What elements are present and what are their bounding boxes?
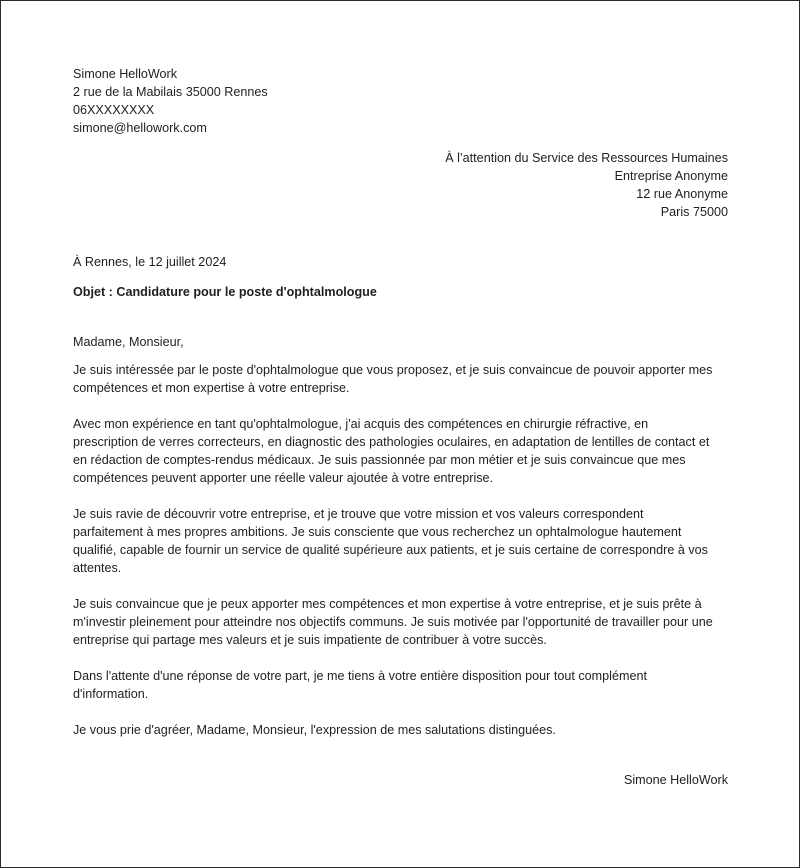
signature: Simone HelloWork	[623, 773, 728, 787]
paragraph-line: d'information.	[73, 687, 149, 701]
sender-email: simone@hellowork.com	[73, 121, 207, 135]
letter-body	[73, 65, 728, 789]
paragraph-line: parfaitement à mes propres ambitions. Je suis consciente que vous recherchez un ophtalmologue hautement	[73, 525, 682, 539]
paragraph-line: prescription de verres correcteurs, en diagnostic des pathologies oculaires, en adaptation de lentilles de contact et	[73, 435, 710, 449]
paragraph	[73, 415, 728, 487]
salutation: Madame, Monsieur,	[73, 335, 184, 349]
sender-phone: 06XXXXXXXX	[73, 103, 155, 117]
paragraph-line: m'investir pleinement pour atteindre nos objectifs communs. Je suis motivée par l'opportunité de travailler pour une	[73, 615, 713, 629]
recipient-block	[73, 149, 728, 221]
paragraph-line: compétences et mon expertise à votre entreprise.	[73, 381, 350, 395]
recipient-attention: À l’attention du Service des Ressources Humaines	[445, 151, 728, 165]
sender-name: Simone HelloWork	[73, 67, 178, 81]
closing-formula: Je vous prie d'agréer, Madame, Monsieur, l'expression de mes salutations distinguées.	[73, 723, 556, 737]
paragraph-line: entreprise qui partage mes valeurs et je suis impatiente de contribuer à votre succès.	[73, 633, 547, 647]
subject-line: Objet : Candidature pour le poste d'ophtalmologue	[73, 285, 377, 299]
paragraph-line: Dans l'attente d'une réponse de votre part, je me tiens à votre entière disposition pour tout complément	[73, 669, 647, 683]
paragraph	[73, 505, 728, 577]
paragraph	[73, 667, 728, 703]
paragraph-line: compétences peuvent apporter une réelle valeur ajoutée à votre entreprise.	[73, 471, 494, 485]
sender-address: 2 rue de la Mabilais 35000 Rennes	[73, 85, 268, 99]
date-line: À Rennes, le 12 juillet 2024	[73, 255, 227, 269]
paragraph-line: Je suis intéressée par le poste d'ophtalmologue que vous proposez, et je suis convaincue de pouvoir apporter mes	[73, 363, 713, 377]
paragraph-line: Je suis convaincue que je peux apporter mes compétences et mon expertise à votre entreprise, et je suis prête à	[73, 597, 702, 611]
paragraph-line: qualifié, capable de fournir un service de qualité supérieure aux patients, et je suis certaine de correspondre à vos	[73, 543, 708, 557]
paragraph	[73, 361, 728, 397]
paragraph-line: en rédaction de comptes-rendus médicaux. Je suis passionnée par mon métier et je suis convaincue que mes	[73, 453, 686, 467]
recipient-company: Entreprise Anonyme	[614, 169, 728, 183]
paragraph-line: Avec mon expérience en tant qu'ophtalmologue, j'ai acquis des compétences en chirurgie réfractive, en	[73, 417, 649, 431]
recipient-street: 12 rue Anonyme	[636, 187, 728, 201]
recipient-city: Paris 75000	[660, 205, 728, 219]
paragraph	[73, 595, 728, 649]
paragraph-line: Je suis ravie de découvrir votre entreprise, et je trouve que votre mission et vos valeurs correspondent	[73, 507, 644, 521]
paragraph-line: attentes.	[73, 561, 122, 575]
sender-block	[73, 65, 728, 137]
